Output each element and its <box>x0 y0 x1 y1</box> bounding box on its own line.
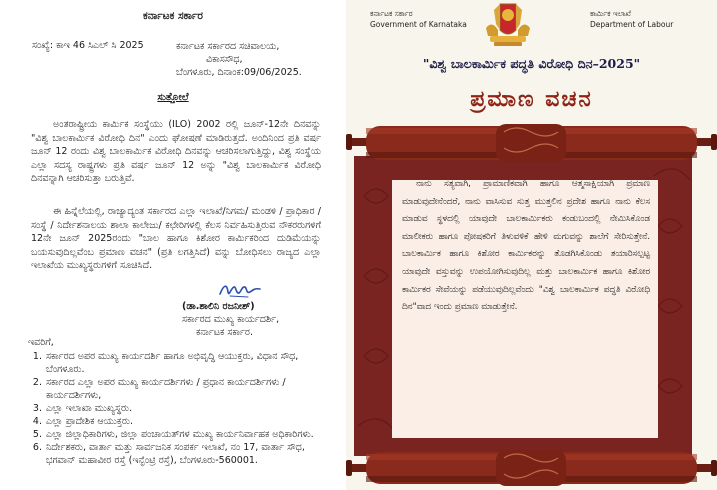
address-line: ಬೆಂಗಳೂರು, ದಿನಾಂಕ:09/06/2025. <box>176 67 302 78</box>
signer-designation: ಸರ್ಕಾರದ ಮುಖ್ಯ ಕಾರ್ಯದರ್ಶಿ, <box>182 314 280 325</box>
recipients-list <box>28 350 328 467</box>
document-header: ಕರ್ನಾಟಕ ಸರ್ಕಾರ <box>143 10 203 22</box>
list-item: 3. ಎಲ್ಲಾ ಇಲಾಖಾ ಮುಖ್ಯಸ್ಥರು. <box>32 403 133 414</box>
signer-org: ಕರ್ನಾಟಕ ಸರ್ಕಾರ. <box>196 327 253 338</box>
department-label: ಕಾರ್ಮಿಕ ಇಲಾಖೆ Department of Labour <box>590 9 674 29</box>
circular-document <box>0 0 346 490</box>
list-item: 2. ಸರ್ಕಾರದ ಎಲ್ಲಾ ಅಪರ ಮುಖ್ಯ ಕಾರ್ಯದರ್ಶಿಗಳು / ಪ್ರಧಾನ ಕಾರ್ಯದರ್ಶಿಗಳು /ಕಾರ್ಯದರ್ಶಿಗಳು, <box>32 377 286 401</box>
body-paragraph: ಈ ಹಿನ್ನೆಲೆಯಲ್ಲಿ, ರಾಜ್ಯಾದ್ಯಂತ ಸರ್ಕಾರದ ಎಲ್ಲಾ ಇಲಾಖೆ/ನಿಗಮ/ ಮಂಡಳಿ / ಪ್ರಾಧಿಕಾರ / ಸಂಸ್ಥೆ / ನಿರ್ದೇಶನಾಲಯ ಶಾಲಾ ಕಾಲೇಜು/ ಕಛೇರಿಗಳಲ್ಲಿ ಕೆಲಸ ನಿರ್ವಹಿಸುತ್ತಿರುವ ನೌಕರರುಗಳಿಗೆ 12ನೇ ಜೂನ್ 2025ರಂದು "ಬಾಲ ಹಾಗೂ ಕಿಶೋರ ಕಾರ್ಮಿಕರಿಂದ ದುಡಿಮೆಯನ್ನು ಬಯಸುವುದಿಲ್ಲವೆಂಬ ಪ್ರಮಾಣ ವಚನ" (ಪ್ರತಿ ಲಗತ್ತಿಸಿದೆ) ವನ್ನು ಬೋಧಿಸಲು ರಾಜ್ಯದ ಎಲ್ಲಾ ಇಲಾಖೆಯ ಮುಖ್ಯಸ್ಥರುಗಳಿಗೆ ಸೂಚಿಸಿದೆ. <box>31 206 321 271</box>
reference-number: ಸಂಖ್ಯೆ: ಕಾಇ 46 ಸಿಎಲ್ ಸಿ 2025 <box>32 40 144 51</box>
pledge-title: ಪ್ರಮಾಣ ವಚನ <box>470 86 593 112</box>
address-line: ಕರ್ನಾಟಕ ಸರ್ಕಾರದ ಸಚಿವಾಲಯ, <box>176 41 280 52</box>
signer-block <box>182 300 279 339</box>
address-block <box>176 40 302 79</box>
day-title: "ವಿಶ್ವ ಬಾಲಕಾರ್ಮಿಕ ಪದ್ಧತಿ ವಿರೋಧಿ ದಿನ–2025" <box>422 56 641 71</box>
scroll-top-roller <box>346 118 717 164</box>
scroll-bottom-roller <box>346 450 717 490</box>
state-emblem-icon <box>478 0 538 48</box>
body-paragraph: ಅಂತರಾಷ್ಟ್ರೀಯ ಕಾರ್ಮಿಕ ಸಂಸ್ಥೆಯು (ILO) 2002 ರಲ್ಲಿ ಜೂನ್-12ನೇ ದಿನವನ್ನು "ವಿಶ್ವ ಬಾಲಕಾರ್ಮಿಕ ವಿರೋಧಿ ದಿನ" ಎಂದು ಘೋಷಣೆ ಮಾಡಿರುತ್ತದೆ. ಅಂದಿನಿಂದ ಪ್ರತಿ ವರ್ಷ ಜೂನ್ 12 ರಂದು ವಿಶ್ವ ಬಾಲಕಾರ್ಮಿಕ ವಿರೋಧಿ ದಿನವನ್ನು ಆಚರಿಸಲಾಗುತ್ತಿದ್ದು, ವಿಶ್ವ ಸಂಸ್ಥೆಯ ಎಲ್ಲಾ ಸದಸ್ಯ ರಾಷ್ಟ್ರಗಳು ಪ್ರತಿ ವರ್ಷ ಜೂನ್ 12 ಅನ್ನು "ವಿಶ್ವ ಬಾಲಕಾರ್ಮಿಕ ವಿರೋಧಿ ದಿನವನ್ನಾಗಿ ಆಚರಿಸುತ್ತಾ ಬರುತ್ತಿವೆ. <box>31 119 321 184</box>
address-line: ವಿಕಾಸಸೌಧ, <box>206 54 243 65</box>
list-item: 1. ಸರ್ಕಾರದ ಅಪರ ಮುಖ್ಯ ಕಾರ್ಯದರ್ಶಿ ಹಾಗೂ ಅಭಿವೃದ್ಧಿ ಆಯುಕ್ತರು, ವಿಧಾನ ಸೌಧ, ಬೆಂಗಳೂರು. <box>32 351 299 375</box>
subject-heading: ಸುತ್ತೋಲೆ <box>157 92 189 103</box>
government-label: ಕರ್ನಾಟಕ ಸರ್ಕಾರ Government of Karnataka <box>370 9 467 29</box>
pledge-text: ನಾನು ಸತ್ಯವಾಗಿ, ಪ್ರಾಮಾಣಿಕವಾಗಿ ಹಾಗೂ ಆತ್ಮಸಾಕ್ಷಿಯಾಗಿ ಪ್ರಮಾಣ ಮಾಡುವುದೇನೆಂದರೆ, ನಾನು ವಾಸಿಸುವ ಸುತ್ತ ಮುತ್ತಲಿನ ಪ್ರದೇಶ ಹಾಗೂ ನಾನು ಕೆಲಸ ಮಾಡುವ ಸ್ಥಳದಲ್ಲಿ ಯಾವುದೇ ಬಾಲಕಾರ್ಮಿಕರು ಕಂಡುಬಂದಲ್ಲಿ ನೇಮಿಸಿಕೊಂಡ ಮಾಲೀಕರು ಹಾಗೂ ಪೋಷಕರಿಗೆ ತಿಳುವಳಿಕೆ ಹೇಳಿ ಮಗುವನ್ನು ಶಾಲೆಗೆ ಸೇರಿಸುತ್ತೇನೆ. ಬಾಲಕಾರ್ಮಿಕ ಹಾಗೂ ಕಿಶೋರ ಕಾರ್ಮಿಕರನ್ನು ತೊಡಗಿಸಿಕೊಂಡು ತಯಾರಿಸಲ್ಪಟ್ಟ ಯಾವುದೇ ವಸ್ತುವನ್ನು ಉಪಯೋಗಿಸುವುದಿಲ್ಲ ಮತ್ತು ಬಾಲಕಾರ್ಮಿಕ ಹಾಗೂ ಕಿಶೋರ ಕಾರ್ಮಿಕರ ಸೇವೆಯನ್ನು ಪಡೆಯುವುದಿಲ್ಲವೆಂದು "ವಿಶ್ವ ಬಾಲಕಾರ್ಮಿಕ ಪದ್ಧತಿ ವಿರೋಧಿ ದಿನ"ವಾದ ಇಂದು ಪ್ರಮಾಣ ಮಾಡುತ್ತೇನೆ. <box>402 179 650 313</box>
signer-name: (ಡಾ.ಶಾಲಿನಿ ರಜನೀಶ್) <box>182 301 255 312</box>
recipients-label: ಇವರಿಗೆ, <box>28 337 54 348</box>
list-item: 4. ಎಲ್ಲಾ ಪ್ರಾದೇಶಿಕ ಆಯುಕ್ತರು. <box>32 416 133 427</box>
signature-mark <box>218 282 262 300</box>
list-item: 6. ನಿರ್ದೇಶಕರು, ವಾರ್ತಾ ಮತ್ತು ಸಾರ್ವಜನಿಕ ಸಂಪರ್ಕ ಇಲಾಖೆ, ನಂ 17, ವಾರ್ತಾ ಸೌಧ, ಭಗವಾನ್ ಮಹಾವೀರ ರಸ್ತೆ (ಇನ್ಫೆಂಟ್ರಿ ರಸ್ತೆ), ಬೆಂಗಳೂರು-560001. <box>32 442 305 466</box>
list-item: 5. ಎಲ್ಲಾ ಜಿಲ್ಲಾಧಿಕಾರಿಗಳು, ಜಿಲ್ಲಾ ಪಂಚಾಯತ್‌ಗಳ ಮುಖ್ಯ ಕಾರ್ಯನಿರ್ವಾಹಕ ಅಧಿಕಾರಿಗಳು. <box>32 429 314 440</box>
pledge-poster <box>346 0 717 490</box>
